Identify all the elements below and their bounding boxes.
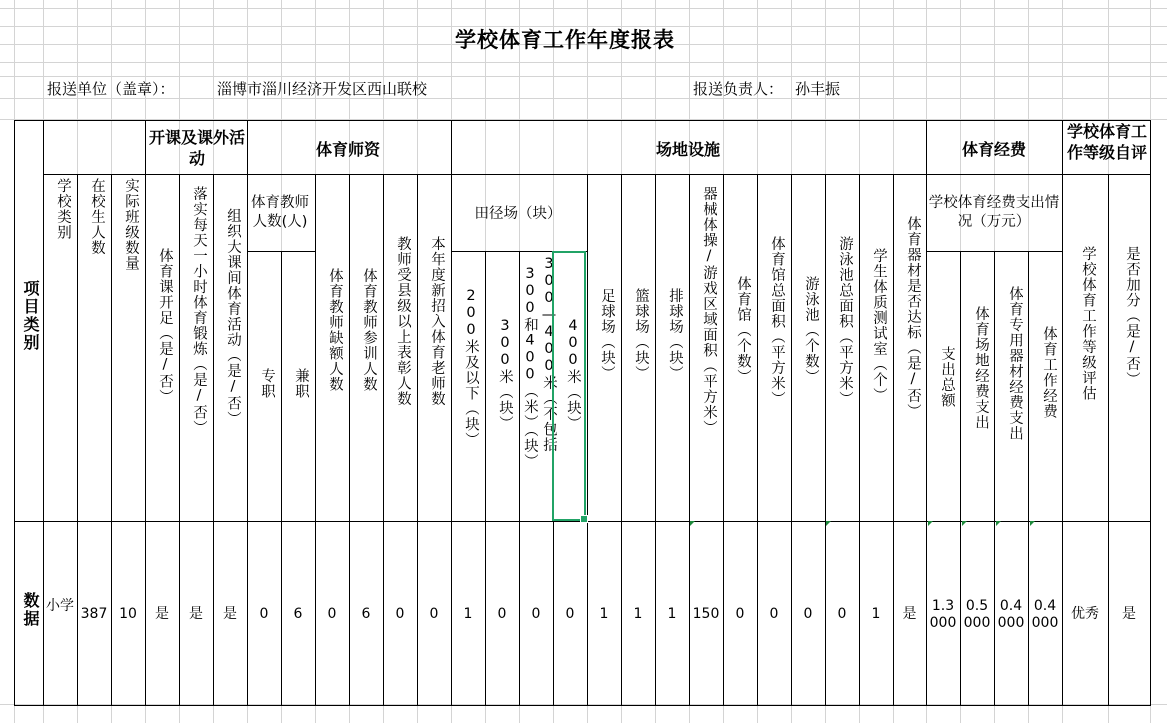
col-track-300-400: 300和400（米）（块） — [522, 266, 538, 470]
cell-pe-sufficient[interactable]: 是 — [155, 606, 169, 622]
col-full-time: 专职 — [259, 368, 275, 399]
cell-equipment-standard[interactable]: 是 — [902, 606, 917, 622]
col-new-hires: 本年度新招入体育老师数 — [429, 236, 445, 407]
cell-bonus[interactable]: 是 — [1122, 606, 1136, 622]
cell-full-time[interactable]: 0 — [259, 606, 269, 622]
cell-total-spend[interactable]: 1.3000 — [929, 598, 957, 631]
cell-classes[interactable]: 10 — [119, 606, 137, 622]
col-pe-sufficient: 体育课开足（是/否） — [157, 248, 173, 405]
page-title: 学校体育工作年度报表 — [455, 28, 675, 52]
cell-track-200[interactable]: 1 — [463, 606, 473, 622]
col-one-hour: 落实每天一小时体育锻炼（是/否） — [191, 186, 207, 436]
funding-group-header: 体育经费 — [961, 140, 1026, 159]
col-recess: 组织大课间体育活动（是/否） — [225, 208, 241, 427]
cell-school-type[interactable]: 小学 — [46, 598, 74, 614]
col-equipment-standard: 体育器材是否达标（是/否） — [905, 216, 921, 419]
cell-fitness-room[interactable]: 1 — [871, 606, 881, 622]
cell-track-400[interactable]: 0 — [565, 606, 575, 622]
opening-group-header: 开课及课外活动 — [148, 128, 245, 168]
col-work-spend: 体育工作经费 — [1041, 326, 1057, 419]
col-basketball: 篮球场（块） — [633, 288, 649, 381]
grade-group-header: 学校体育工作等级自评 — [1066, 122, 1147, 162]
col-school-type: 学校类别 — [55, 178, 71, 240]
error-indicator-icon[interactable] — [690, 521, 695, 526]
cell-new-hires[interactable]: 0 — [429, 606, 439, 622]
col-pool-area: 游泳池总面积（平方米） — [837, 236, 853, 407]
cell-football[interactable]: 1 — [599, 606, 609, 622]
teachers-group-header: 体育师资 — [315, 140, 380, 159]
fill-handle[interactable] — [580, 515, 588, 523]
col-bonus: 是否加分（是/否） — [1124, 246, 1140, 387]
col-part-time: 兼职 — [293, 368, 309, 399]
col-equipment-spend: 体育专用器材经费支出 — [1007, 286, 1023, 441]
col-students: 在校生人数 — [89, 178, 105, 256]
col-equipment-area: 器械体操/游戏区域面积（平方米） — [701, 186, 717, 436]
cell-venue-spend[interactable]: 0.5000 — [963, 598, 991, 631]
error-indicator-icon[interactable] — [1030, 521, 1035, 526]
col-fitness-room: 学生体质测试室（个） — [871, 248, 887, 403]
cell-gyms[interactable]: 0 — [735, 606, 745, 622]
col-track-200: 200米及以下（块） — [463, 288, 479, 448]
cell-shortage[interactable]: 0 — [327, 606, 337, 622]
responsible-value[interactable]: 孙丰振 — [795, 80, 841, 98]
cell-track-300[interactable]: 0 — [497, 606, 507, 622]
item-category-header: 项目类别 — [21, 280, 40, 352]
responsible-label: 报送负责人： — [693, 80, 784, 98]
col-track-300-400-excl[interactable]: 300—400米（不包括 — [541, 256, 557, 453]
facilities-group-header: 场地设施 — [655, 140, 720, 159]
cell-equipment-spend[interactable]: 0.4000 — [997, 598, 1025, 631]
col-trained: 体育教师参训人数 — [361, 268, 377, 392]
col-classes: 实际班级数量 — [123, 178, 139, 271]
col-track-300: 300米（块） — [497, 318, 513, 431]
col-total-spend: 支出总额 — [939, 346, 955, 408]
selected-cell-outline[interactable] — [552, 251, 586, 521]
error-indicator-icon[interactable] — [962, 521, 967, 526]
col-football: 足球场（块） — [599, 288, 615, 381]
cell-students[interactable]: 387 — [80, 606, 108, 622]
col-gym-area: 体育馆总面积（平方米） — [769, 236, 785, 407]
cell-pool-area[interactable]: 0 — [837, 606, 847, 622]
col-pools: 游泳池（个数） — [803, 276, 819, 385]
cell-track-300-400[interactable]: 0 — [531, 606, 541, 622]
cell-volleyball[interactable]: 1 — [667, 606, 677, 622]
cell-basketball[interactable]: 1 — [633, 606, 643, 622]
cell-recess[interactable]: 是 — [223, 606, 237, 622]
cell-pools[interactable]: 0 — [803, 606, 813, 622]
col-venue-spend: 体育场地经费支出 — [973, 306, 989, 430]
error-indicator-icon[interactable] — [996, 521, 1001, 526]
cell-part-time[interactable]: 6 — [293, 606, 303, 622]
cell-trained[interactable]: 6 — [361, 606, 371, 622]
unit-label: 报送单位（盖章）： — [47, 80, 175, 98]
fund-spending-subheader: 学校体育经费支出情况（万元） — [928, 195, 1060, 230]
cell-awarded[interactable]: 0 — [395, 606, 405, 622]
unit-value[interactable]: 淄博市淄川经济开发区西山联校 — [217, 80, 428, 98]
cell-work-spend[interactable]: 0.4000 — [1031, 598, 1059, 631]
cell-equipment-area[interactable]: 150 — [692, 606, 720, 622]
teacher-count-subheader: 体育教师人数(人) — [251, 195, 309, 230]
cell-gym-area[interactable]: 0 — [769, 606, 779, 622]
cell-one-hour[interactable]: 是 — [189, 606, 203, 622]
col-shortage: 体育教师缺额人数 — [327, 268, 343, 392]
error-indicator-icon[interactable] — [928, 521, 933, 526]
data-row-label: 数据 — [21, 592, 40, 628]
col-grade-eval: 学校体育工作等级评估 — [1080, 246, 1096, 401]
col-volleyball: 排球场（块） — [667, 288, 683, 381]
cell-grade-eval[interactable]: 优秀 — [1071, 606, 1099, 622]
track-field-subheader: 田径场（块） — [474, 206, 562, 222]
col-track-400[interactable]: 400米（块） — [565, 318, 581, 431]
col-awarded: 教师受县级以上表彰人数 — [395, 236, 411, 407]
error-indicator-icon[interactable] — [826, 521, 831, 526]
col-gyms: 体育馆（个数） — [735, 276, 751, 385]
